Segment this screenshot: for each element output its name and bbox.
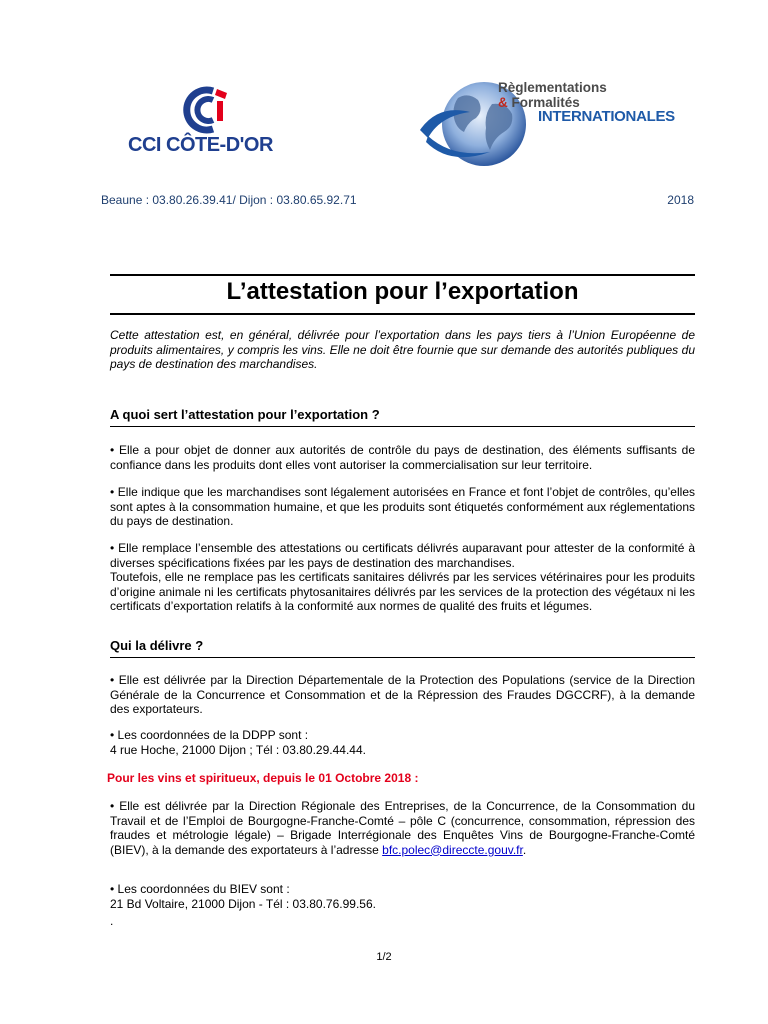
section-heading-purpose: A quoi sert l’attestation pour l’exportation ? xyxy=(110,407,695,427)
biev-email-link[interactable]: bfc.polec@direccte.gouv.fr xyxy=(382,842,523,857)
intro-paragraph: Cette attestation est, en général, délivrée pour l’exportation dans les pays tiers à l’Union Européenne de produits alimentaires, y compris les vins. Elle ne doit être fournie que sur demande des autorités publiques du pays de destination des marchandises. xyxy=(110,328,695,371)
document-title: L’attestation pour l’exportation xyxy=(226,278,579,305)
trailing-dot: . xyxy=(110,914,114,928)
purpose-paragraph-1: • Elle a pour objet de donner aux autorités de contrôle du pays de destination, des éléments suffisants de confiance dans les produits dont elles vont autoriser la commercialisation sur leur territoire. xyxy=(110,443,695,472)
cci-logo xyxy=(128,80,298,160)
page-number: 1/2 xyxy=(376,951,392,963)
wine-spirits-note: Pour les vins et spiritueux, depuis le 01 Octobre 2018 : xyxy=(107,771,419,785)
document-year: 2018 xyxy=(667,193,694,207)
rfi-logo-line3: INTERNATIONALES xyxy=(538,108,675,125)
issuer-paragraph-1: • Elle est délivrée par la Direction Départementale de la Protection des Populations (service de la Direction Générale de la Concurrence et Consommation et de la Répression des Fraudes DGCCRF), à la demande des exportateurs. xyxy=(110,673,695,716)
ddpp-address: 4 rue Hoche, 21000 Dijon ; Tél : 03.80.29.44.44. xyxy=(110,743,366,757)
purpose-paragraph-3a: • Elle remplace l’ensemble des attestations ou certificats délivrés auparavant pour attester de la conformité à diverses spécifications fixées par les pays de destination des marchandises. xyxy=(110,541,695,570)
title-rule-bottom xyxy=(110,313,695,315)
rfi-logo xyxy=(412,70,692,170)
rfi-logo-line1: Règlementations xyxy=(498,80,607,95)
issuer-paragraph-2 xyxy=(110,799,695,857)
section-heading-issuer: Qui la délivre ? xyxy=(110,638,695,658)
rfi-amp: & xyxy=(498,95,508,110)
title-rule-top xyxy=(110,274,695,276)
rfi-logo-line2-text: Formalités xyxy=(511,95,580,110)
contact-phones: Beaune : 03.80.26.39.41/ Dijon : 03.80.65.92.71 xyxy=(101,193,357,207)
purpose-paragraph-3b: Toutefois, elle ne remplace pas les certificats sanitaires délivrés par les services vétérinaires pour les produits d’origine animale ni les certificats phytosanitaires délivrés par les services de la protection des végétaux ni les certificats d’exportation relatifs à la conformité aux normes de qualité des fruits et légumes. xyxy=(110,570,695,613)
biev-label: • Les coordonnées du BIEV sont : xyxy=(110,882,290,896)
email-suffix: . xyxy=(522,842,527,857)
purpose-paragraph-2: • Elle indique que les marchandises sont légalement autorisées en France et font l’objet de contrôles, qu’elles sont aptes à la consommation humaine, et que les produits sont étiquetés conformément aux réglementations du pays de destination. xyxy=(110,485,695,528)
issuer-paragraph-2-text: • Elle est délivrée par la Direction Régionale des Entreprises, de la Concurrence, de la Consommation du Travail et de l’Emploi de Bourgogne-Franche-Comté – pôle C (concurrence, consommation, répression des fraudes et métrologie légale) – Brigade Interrégionale des Enquêtes Vins de Bourgogne-Franche-Comté (BIEV), à la demande des exportateurs à l’adresse xyxy=(110,799,695,857)
cci-emblem-icon xyxy=(183,85,233,135)
biev-address: 21 Bd Voltaire, 21000 Dijon - Tél : 03.80.76.99.56. xyxy=(110,897,376,911)
ddpp-label: • Les coordonnées de la DDPP sont : xyxy=(110,728,309,742)
cci-logo-text: CCI CÔTE-D'OR xyxy=(128,134,273,156)
purpose-paragraph-3 xyxy=(110,541,695,614)
